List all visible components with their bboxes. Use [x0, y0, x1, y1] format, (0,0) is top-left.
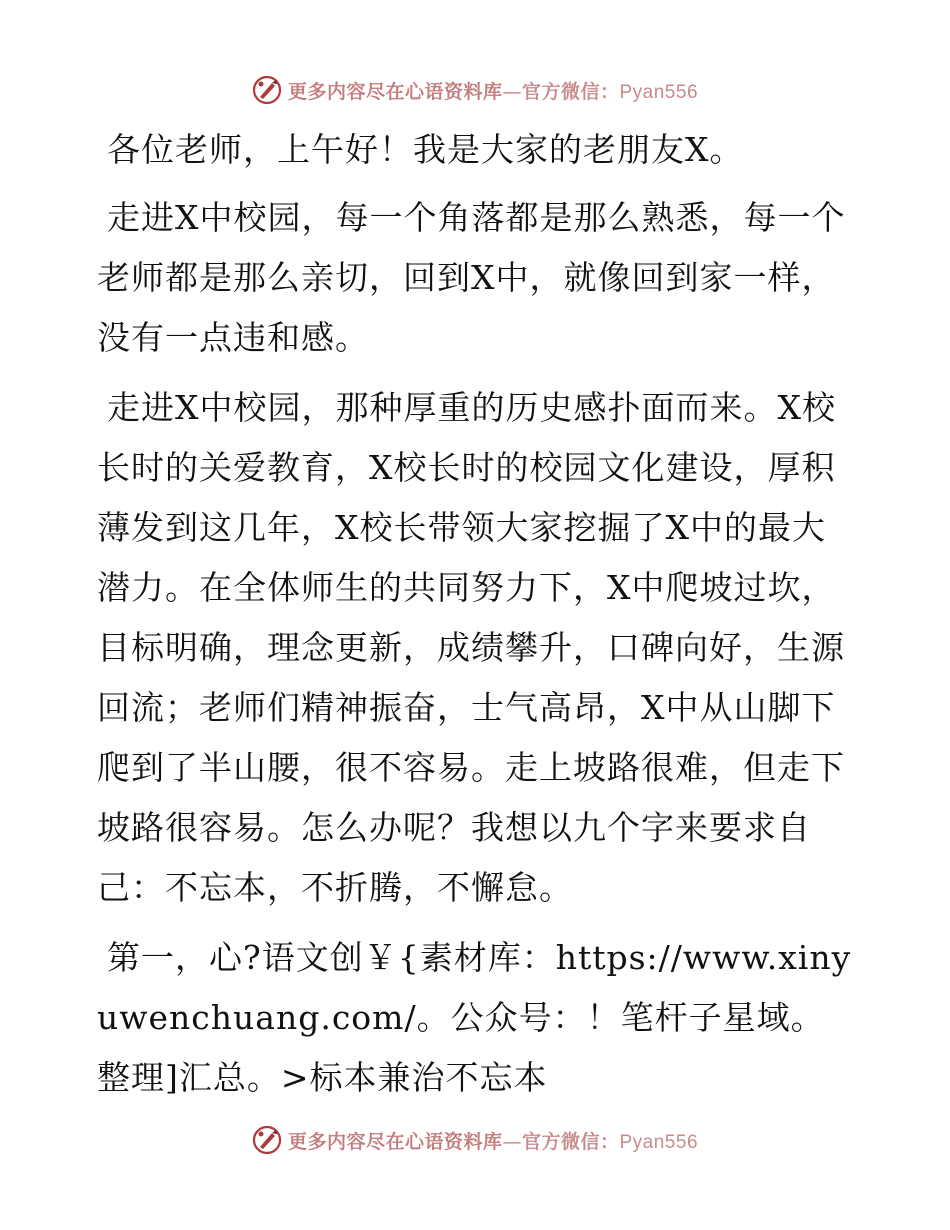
- header-brand-text: 更多内容尽在心语资料库: [287, 80, 503, 103]
- footer-banner: [0, 1120, 950, 1160]
- header-wechat-id: Pyan556: [619, 81, 699, 103]
- document-body: [97, 120, 857, 1118]
- header-separator: —: [502, 80, 522, 103]
- header-wechat-label: 官方微信：: [521, 80, 620, 103]
- paragraph-campus-familiar: 走进X中校园，每一个角落都是那么熟悉，每一个老师都是那么亲切，回到X中，就像回到家一样，没有一点违和感。: [97, 198, 846, 357]
- header-brand-line: [288, 77, 698, 104]
- footer-wechat-label: 官方微信：: [521, 1130, 620, 1153]
- quill-pen-logo-icon: [252, 1125, 282, 1155]
- quill-pen-logo-icon: [252, 75, 282, 105]
- footer-wechat-id: Pyan556: [619, 1131, 699, 1153]
- footer-brand-text: 更多内容尽在心语资料库: [287, 1130, 503, 1153]
- paragraph-first-point: 第一，心?语文创￥{素材库：https://www.xinyuwenchuang.com/。公众号：！笔杆子星域。整理]汇总。>标本兼治不忘本: [97, 938, 852, 1097]
- footer-brand-line: [288, 1127, 698, 1154]
- header-banner: [0, 70, 950, 110]
- paragraph-greeting: 各位老师，上午好！我是大家的老朋友X。: [107, 130, 744, 169]
- paragraph-history: 走进X中校园，那种厚重的历史感扑面而来。X校长时的关爱教育，X校长时的校园文化建设，厚积薄发到这几年，X校长带领大家挖掘了X中的最大潜力。在全体师生的共同努力下，X中爬坡过坎，目标明确，理念更新，成绩攀升，口碑向好，生源回流；老师们精神振奋，士气高昂，X中从山脚下爬到了半山腰，很不容易。走上坡路很难，但走下坡路很容易。怎么办呢？我想以九个字来要求自己：不忘本，不折腾，不懈怠。: [97, 388, 845, 907]
- footer-separator: —: [502, 1130, 522, 1153]
